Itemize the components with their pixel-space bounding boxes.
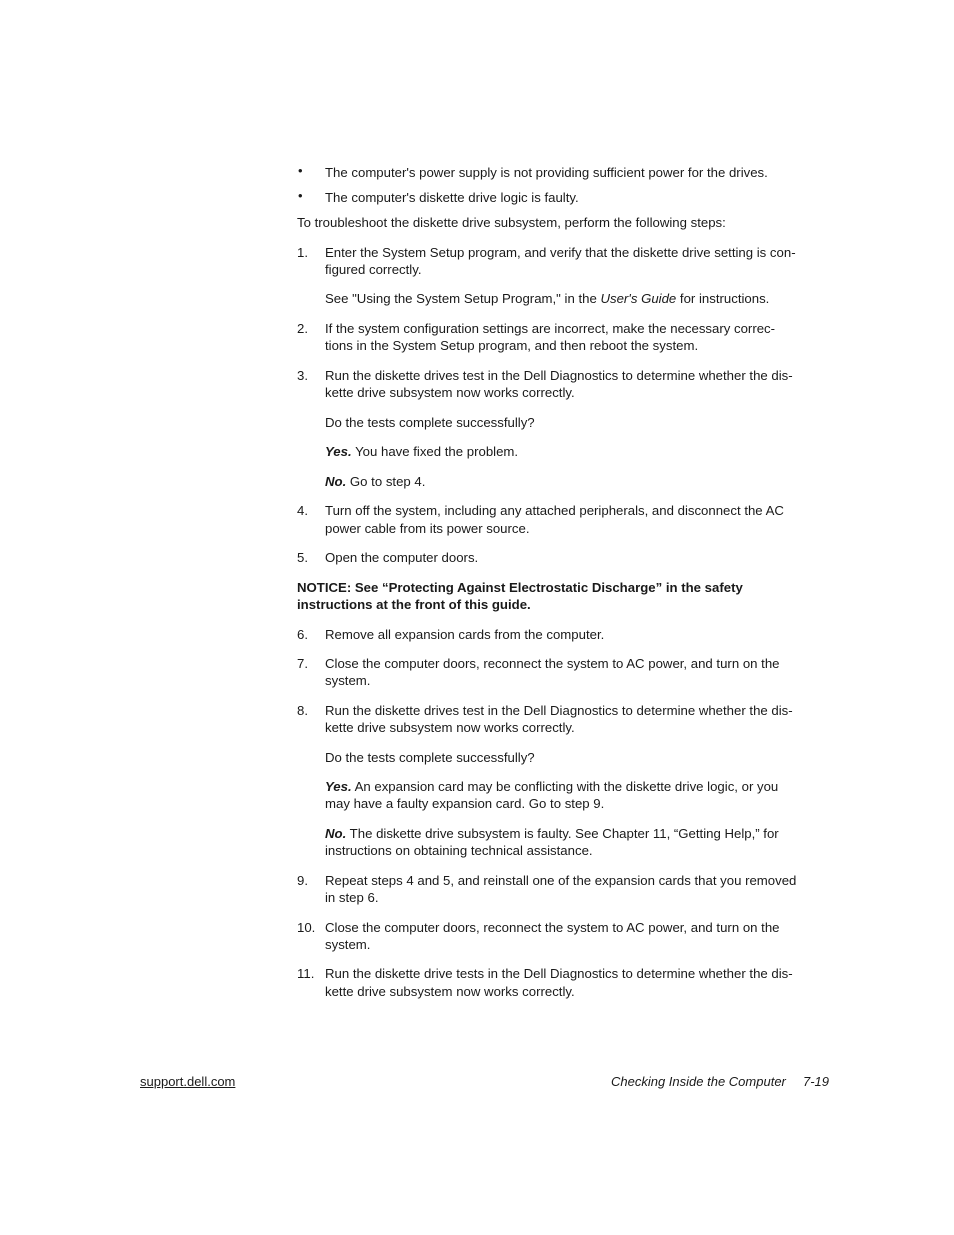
support-link[interactable]: support.dell.com bbox=[140, 1074, 236, 1089]
step-number: 10. bbox=[297, 920, 316, 935]
step-text: tions in the System Setup program, and then reboot the system. bbox=[325, 338, 699, 353]
step-text: Remove all expansion cards from the computer. bbox=[325, 627, 605, 642]
step3-no: No. Go to step 4. bbox=[325, 474, 426, 489]
footer-section-title: Checking Inside the Computer bbox=[611, 1074, 786, 1089]
bullet-icon: • bbox=[298, 188, 303, 203]
step-text: figured correctly. bbox=[325, 262, 422, 277]
step3-question: Do the tests complete successfully? bbox=[325, 415, 535, 430]
notice-text: NOTICE: See “Protecting Against Electrostatic Discharge” in the safety bbox=[297, 580, 743, 595]
step3-yes: Yes. You have fixed the problem. bbox=[325, 444, 519, 459]
step-text: Repeat steps 4 and 5, and reinstall one of the expansion cards that you removed bbox=[325, 873, 797, 888]
bullet-text: The computer's power supply is not providing sufficient power for the drives. bbox=[325, 165, 768, 180]
step8-yes-cont: may have a faulty expansion card. Go to step 9. bbox=[325, 796, 605, 811]
step-number: 6. bbox=[297, 627, 308, 642]
bullet-icon: • bbox=[298, 163, 303, 178]
step-text: Run the diskette drives test in the Dell Diagnostics to determine whether the dis- bbox=[325, 703, 793, 718]
step-number: 4. bbox=[297, 503, 308, 518]
step-text: system. bbox=[325, 937, 371, 952]
step-text: kette drive subsystem now works correctly. bbox=[325, 385, 575, 400]
step-text: Run the diskette drives test in the Dell Diagnostics to determine whether the dis- bbox=[325, 368, 793, 383]
step-text: kette drive subsystem now works correctly. bbox=[325, 720, 575, 735]
step-number: 7. bbox=[297, 656, 308, 671]
step-text: Run the diskette drive tests in the Dell Diagnostics to determine whether the dis- bbox=[325, 966, 793, 981]
step-text: system. bbox=[325, 673, 371, 688]
step8-question: Do the tests complete successfully? bbox=[325, 750, 535, 765]
notice-text: instructions at the front of this guide. bbox=[297, 597, 531, 612]
page-number: 7-19 bbox=[803, 1074, 830, 1089]
step8-no: No. The diskette drive subsystem is faulty. See Chapter 11, “Getting Help,” for bbox=[325, 826, 779, 841]
step-text: Enter the System Setup program, and verify that the diskette drive setting is con- bbox=[325, 245, 796, 260]
step-number: 1. bbox=[297, 245, 308, 260]
step8-no-cont: instructions on obtaining technical assistance. bbox=[325, 843, 593, 858]
step1-note: See "Using the System Setup Program," in the User's Guide for instructions. bbox=[325, 291, 770, 306]
step-text: Close the computer doors, reconnect the system to AC power, and turn on the bbox=[325, 656, 780, 671]
step-text: Turn off the system, including any attached peripherals, and disconnect the AC bbox=[325, 503, 784, 518]
step-text: in step 6. bbox=[325, 890, 379, 905]
step-text: If the system configuration settings are incorrect, make the necessary correc- bbox=[325, 321, 776, 336]
step-number: 8. bbox=[297, 703, 308, 718]
step-text: Close the computer doors, reconnect the system to AC power, and turn on the bbox=[325, 920, 780, 935]
step-number: 2. bbox=[297, 321, 308, 336]
intro-text: To troubleshoot the diskette drive subsystem, perform the following steps: bbox=[297, 215, 726, 230]
bullet-text: The computer's diskette drive logic is faulty. bbox=[325, 190, 579, 205]
step-text: power cable from its power source. bbox=[325, 521, 530, 536]
step-text: Open the computer doors. bbox=[325, 550, 479, 565]
step-number: 3. bbox=[297, 368, 308, 383]
step-number: 9. bbox=[297, 873, 308, 888]
step-text: kette drive subsystem now works correctly. bbox=[325, 984, 575, 999]
step8-yes: Yes. An expansion card may be conflicting with the diskette drive logic, or you bbox=[325, 779, 779, 794]
step-number: 11. bbox=[297, 966, 315, 981]
step-number: 5. bbox=[297, 550, 308, 565]
